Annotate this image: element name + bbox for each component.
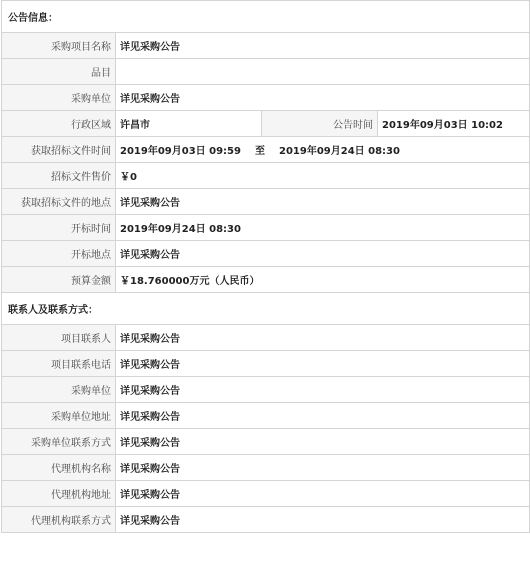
- table-row: [2, 215, 530, 241]
- announcement-table: [1, 0, 530, 533]
- table-row: [2, 189, 530, 215]
- label-agency-address: 代理机构地址: [2, 481, 116, 507]
- label-region: 行政区域: [2, 111, 116, 137]
- section-title-contact: 联系人及联系方式：: [2, 293, 530, 325]
- value-doc-place: 详见采购公告: [116, 189, 530, 215]
- label-contact-person: 项目联系人: [2, 325, 116, 351]
- value-region: 许昌市: [116, 111, 262, 137]
- label-agency-name: 代理机构名称: [2, 455, 116, 481]
- value-open-time: 2019年09月24日 08:30: [116, 215, 530, 241]
- label-purchaser-address: 采购单位地址: [2, 403, 116, 429]
- label-budget: 预算金额: [2, 267, 116, 293]
- value-agency-contact: 详见采购公告: [116, 507, 530, 533]
- section-row-contact: [2, 293, 530, 325]
- doc-period-start: 2019年09月03日 09:59: [120, 146, 241, 157]
- value-project-name: 详见采购公告: [116, 33, 530, 59]
- value-category: [116, 59, 530, 85]
- section-row-notice: [2, 1, 530, 33]
- table-row: [2, 377, 530, 403]
- table-row: [2, 111, 530, 137]
- label-doc-period: 获取招标文件时间: [2, 137, 116, 163]
- label-doc-price: 招标文件售价: [2, 163, 116, 189]
- table-row: [2, 163, 530, 189]
- value-doc-price: ￥0: [116, 163, 530, 189]
- value-doc-period: [116, 137, 530, 163]
- doc-period-separator: 至: [254, 146, 265, 157]
- label-purchaser-contact: 采购单位联系方式: [2, 429, 116, 455]
- doc-period-end: 2019年09月24日 08:30: [278, 146, 400, 157]
- value-budget: ￥18.760000万元（人民币）: [116, 267, 530, 293]
- table-row: [2, 85, 530, 111]
- value-purchaser-contact: 详见采购公告: [116, 429, 530, 455]
- table-row: [2, 455, 530, 481]
- label-project-name: 采购项目名称: [2, 33, 116, 59]
- table-row: [2, 59, 530, 85]
- value-contact-purchaser: 详见采购公告: [116, 377, 530, 403]
- value-purchaser-address: 详见采购公告: [116, 403, 530, 429]
- value-contact-phone: 详见采购公告: [116, 351, 530, 377]
- label-publish-time: 公告时间: [262, 111, 378, 137]
- label-open-place: 开标地点: [2, 241, 116, 267]
- label-category: 品目: [2, 59, 116, 85]
- table-row: [2, 241, 530, 267]
- table-row: [2, 481, 530, 507]
- table-row: [2, 267, 530, 293]
- label-contact-phone: 项目联系电话: [2, 351, 116, 377]
- label-open-time: 开标时间: [2, 215, 116, 241]
- table-row: [2, 403, 530, 429]
- table-row: [2, 507, 530, 533]
- label-doc-place: 获取招标文件的地点: [2, 189, 116, 215]
- section-title-notice: 公告信息：: [2, 1, 530, 33]
- value-agency-address: 详见采购公告: [116, 481, 530, 507]
- label-purchaser: 采购单位: [2, 85, 116, 111]
- table-row: [2, 33, 530, 59]
- label-contact-purchaser: 采购单位: [2, 377, 116, 403]
- table-row: [2, 137, 530, 163]
- value-publish-time: 2019年09月03日 10:02: [378, 111, 530, 137]
- value-agency-name: 详见采购公告: [116, 455, 530, 481]
- value-open-place: 详见采购公告: [116, 241, 530, 267]
- table-row: [2, 429, 530, 455]
- value-contact-person: 详见采购公告: [116, 325, 530, 351]
- label-agency-contact: 代理机构联系方式: [2, 507, 116, 533]
- table-row: [2, 325, 530, 351]
- table-row: [2, 351, 530, 377]
- announcement-table-container: [1, 0, 529, 533]
- value-purchaser: 详见采购公告: [116, 85, 530, 111]
